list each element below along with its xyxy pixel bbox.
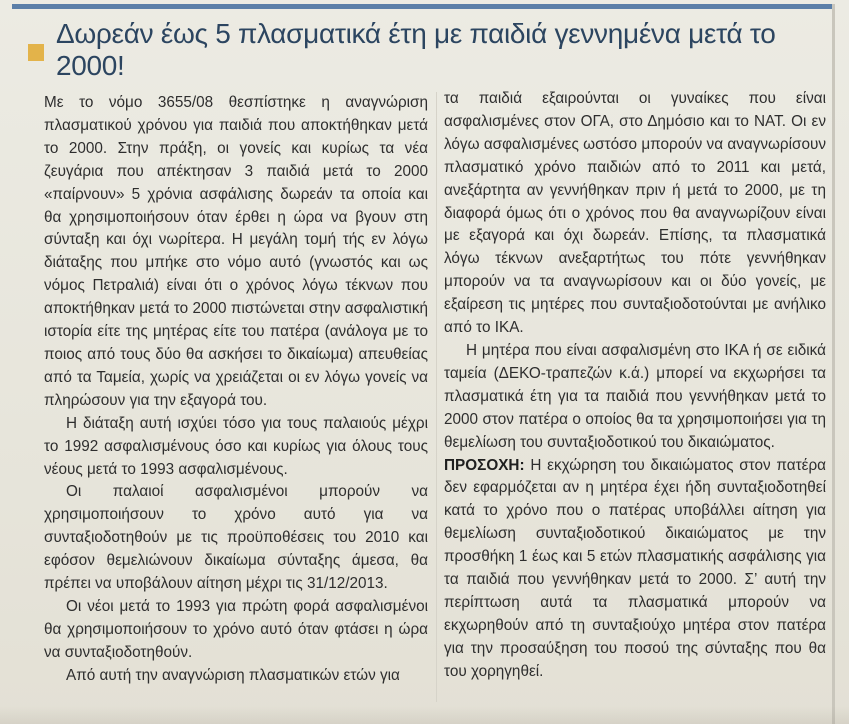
attention-paragraph: [444, 455, 826, 684]
paragraph: τα παιδιά εξαιρούνται οι γυναίκες που είναι ασφαλισμένες στον ΟΓΑ, στο Δημόσιο και το ΝΑΤ. Οι εν λόγω ασφαλισμένες ωστόσο μπορούν να αναγνωρίσουν πλασματικό χρόνο παιδιών από το 2011 και μετά, ανεξάρτητα αν γεννήθηκαν πριν ή μετά το 2000, με τη διαφορά όμως ότι ο χρόνος που θα αναγνωρίζουν είναι με εξαγορά και όχι δωρεάν. Επίσης, τα πλασματικά λόγω τέκνων ανεξαρτήτως του πότε γεννήθηκαν μπορούν να τα αναγνωρίσουν και οι δύο γονείς, με εξαίρεση τις μητέρες που συνταξιοδοτούνται με ανήλικο από το ΙΚΑ.: [444, 90, 826, 337]
headline: [28, 18, 849, 81]
left-column: [44, 92, 428, 688]
right-column: [444, 88, 826, 684]
column-divider: [436, 92, 437, 702]
attention-text: Η εκχώρηση του δικαιώματος στον πατέρα δεν εφαρμόζεται αν η μητέρα έχει ήδη συνταξιοδοτηθεί κατά το χρόνο που ο πατέρας υποβάλλει αίτηση για θεμελίωση συνταξιοδοτικού δικαιώματος με την προσθήκη 1 έως και 5 ετών πλασματικής ασφάλισης για τα παιδιά που γεννήθηκαν μετά το 2000. Σ’ αυτή την περίπτωση αυτά τα πλασματικά μπορούν να εκχωρηθούν από τη συνταξιούχο μητέρα στον πατέρα για την προσαύξηση του ποσού της σύνταξης που θα του χορηγηθεί.: [444, 456, 826, 680]
attention-label: ΠΡΟΣΟΧΗ:: [444, 456, 525, 474]
paragraph: Οι παλαιοί ασφαλισμένοι μπορούν να χρησιμοποιήσουν το χρόνο αυτό για να συνταξιοδοτηθούν με τις προϋποθέσεις του 2010 και εφόσον θεμελιώνουν δικαίωμα σύνταξης άμεσα, θα πρέπει να υποβάλουν αίτηση μέχρι τις 31/12/2013.: [44, 483, 428, 593]
paragraph: Η διάταξη αυτή ισχύει τόσο για τους παλαιούς μέχρι το 1992 ασφαλισμένους όσο και κυρίως για όλους τους νέους μετά το 1993 ασφαλισμένους.: [44, 414, 428, 478]
page-edge: [832, 4, 835, 724]
top-color-rule: [12, 4, 834, 9]
paragraph: Με το νόμο 3655/08 θεσπίστηκε η αναγνώριση πλασματικού χρόνου για παιδιά που αποκτήθηκαν μετά το 2000. Στην πράξη, οι γονείς και κυρίως τα νέα ζευγάρια που απέκτησαν 3 παιδιά μετά το 2000 «παίρνουν» 5 χρόνια ασφάλισης δωρεάν τα οποία και θα χρησιμοποιήσουν όταν έρθει η ώρα να βγουν στη σύνταξη και όχι νωρίτερα. Η μεγάλη τομή τής εν λόγω διάταξης που μπήκε στο νόμο αυτό (γνωστός και ως νόμος Πετραλιά) είναι ότι ο χρόνος λόγω τέκνων που αποκτήθηκαν μετά το 2000 πιστώνεται στην ασφαλιστική ιστορία είτε της μητέρας είτε του πατέρα (ανάλογα με το ποιος από τους δύο θα ασκήσει το δικαίωμα) απευθείας από τα Ταμεία, χωρίς να χρειάζεται οι εν λόγω γονείς να πληρώσουν για την εξαγορά του.: [44, 94, 428, 409]
bottom-fade: [0, 706, 849, 724]
paragraph: Οι νέοι μετά το 1993 για πρώτη φορά ασφαλισμένοι θα χρησιμοποιήσουν το χρόνο αυτό όταν φτάσει η ώρα να συνταξιοδοτηθούν.: [44, 597, 428, 661]
headline-square-marker: [28, 44, 44, 61]
paragraph: Η μητέρα που είναι ασφαλισμένη στο ΙΚΑ ή σε ειδικά ταμεία (ΔΕΚΟ-τραπεζών κ.ά.) μπορεί να εκχωρήσει τα πλασματικά έτη για τα παιδιά που γεννήθηκαν μετά το 2000 στον πατέρα ο οποίος θα τα χρησιμοποιήσει για τη θεμελίωση του συνταξιοδοτικού του δικαιώματος.: [444, 341, 826, 451]
paragraph: Από αυτή την αναγνώριση πλασματικών ετών για: [66, 666, 400, 684]
headline-text: Δωρεάν έως 5 πλασματικά έτη με παιδιά γεννημένα μετά το 2000!: [55, 18, 776, 81]
